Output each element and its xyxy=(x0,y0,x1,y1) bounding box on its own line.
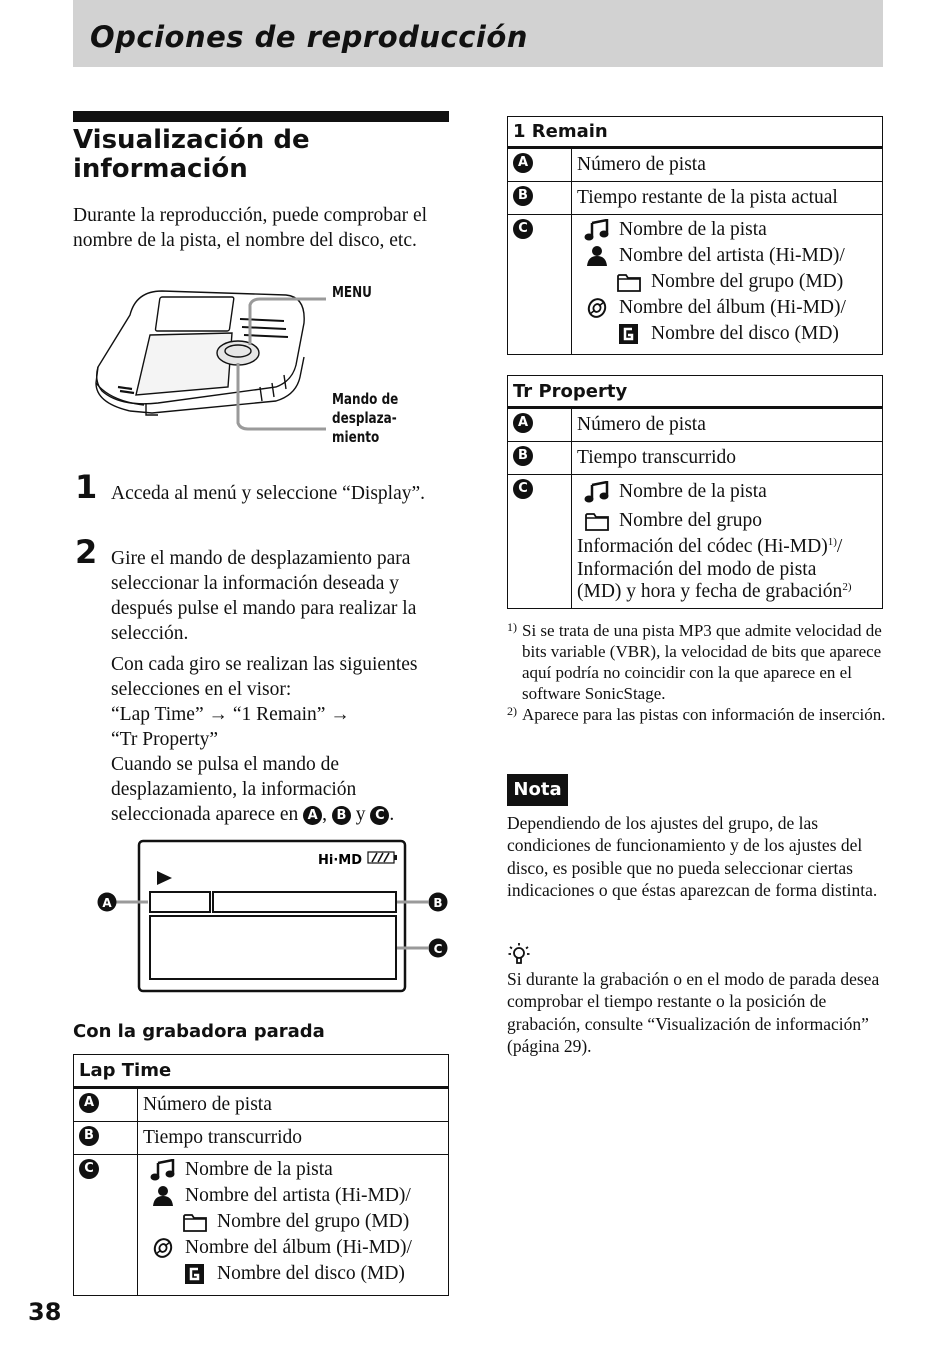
row-key xyxy=(508,409,572,441)
page-header-title: Opciones de reproducción xyxy=(90,20,528,54)
music-note-icon xyxy=(150,1159,176,1181)
codec-info-slash: / xyxy=(836,536,843,557)
lap-time-table-title: Lap Time xyxy=(74,1055,448,1089)
arrow-right-icon: → xyxy=(330,704,350,725)
album-disc-icon xyxy=(584,297,610,319)
step-2-period: . xyxy=(389,804,395,825)
section-rule xyxy=(73,111,449,122)
tr-property-table-title: Tr Property xyxy=(508,376,882,409)
page-number: 38 xyxy=(28,1298,62,1326)
footnote-ref-1: 1) xyxy=(827,536,837,548)
table-row xyxy=(508,149,882,182)
lcd-hi-md-logo: Hi·MD xyxy=(318,853,363,868)
row-value: Tiempo transcurrido xyxy=(143,1127,303,1148)
step-2-sequence xyxy=(111,702,446,727)
row-value xyxy=(138,1155,448,1295)
marker-a-icon: A xyxy=(303,806,322,825)
footnote-ref-2: 2) xyxy=(842,581,852,593)
folder-icon xyxy=(616,271,642,293)
row-key xyxy=(74,1122,138,1154)
row-key xyxy=(508,182,572,214)
codec-info-block xyxy=(577,535,877,604)
footnote-2 xyxy=(507,704,887,725)
stopped-subheading: Con la grabadora parada xyxy=(73,1021,325,1042)
row-value xyxy=(572,215,882,354)
group-name-label: Nombre del grupo (MD) xyxy=(217,1211,410,1232)
music-note-icon xyxy=(584,219,610,241)
lcd-marker-c: C xyxy=(433,942,443,956)
album-name-line xyxy=(577,295,877,321)
artist-person-icon xyxy=(150,1185,176,1207)
marker-b-icon: B xyxy=(79,1126,99,1146)
lightbulb-icon xyxy=(507,941,531,967)
table-row xyxy=(508,442,882,475)
row-key xyxy=(508,442,572,474)
footnote-1-text: Si se trata de una pista MP3 que admite velocidad de bits variable (VBR), la velocidad de bits que aparece aquí podría no coincidir con la que aparece en el software SonicStage. xyxy=(522,621,882,703)
step-2-and: y xyxy=(355,804,366,825)
step-2-press-label: Cuando se pulsa el mando de desplazamiento, la información seleccionada aparece en xyxy=(111,754,357,825)
table-row xyxy=(74,1089,448,1122)
marker-b-icon: B xyxy=(332,806,351,825)
row-value: Tiempo restante de la pista actual xyxy=(577,187,838,208)
table-row xyxy=(508,182,882,215)
group-name-line xyxy=(577,506,877,535)
group-name-label: Nombre del grupo xyxy=(619,509,762,531)
footnote-2-text: Aparece para las pistas con información de inserción. xyxy=(522,705,886,724)
row-key xyxy=(508,475,572,608)
nota-text: Dependiendo de los ajustes del grupo, de las condiciones de funcionamiento y de los ajustes del disco, es posible que no pueda seleccionar ciertas indicaciones o que éstas aparezcan de forma distinta. xyxy=(507,813,878,900)
lcd-display-diagram xyxy=(90,838,455,998)
tip-text: Si durante la grabación o en el modo de parada desea comprobar el tiempo restante o la posición de grabación, consulte “Visualización de información” (página 29). xyxy=(507,969,880,1056)
music-note-icon xyxy=(584,481,610,503)
album-disc-icon xyxy=(150,1237,176,1259)
intro-text: Durante la reproducción, puede comprobar el nombre de la pista, el nombre del disco, etc. xyxy=(73,205,428,251)
marker-a-icon: A xyxy=(79,1093,99,1113)
seq-tr-property: “Tr Property” xyxy=(111,729,219,750)
remain-table xyxy=(507,116,883,355)
step-2-number: 2 xyxy=(75,533,98,571)
group-name-label: Nombre del grupo (MD) xyxy=(651,271,844,292)
seq-lap-time: “Lap Time” xyxy=(111,704,204,725)
artist-name-label: Nombre del artista (Hi-MD)/ xyxy=(185,1185,411,1206)
jog-callout-line-1: Mando de xyxy=(332,390,399,408)
step-2-separator: , xyxy=(322,804,328,825)
seq-remain: “1 Remain” xyxy=(232,704,326,725)
menu-callout: MENU xyxy=(332,283,372,301)
table-row xyxy=(508,475,882,608)
recorder-illustration xyxy=(90,283,330,443)
codec-info-label-3: (MD) y hora y fecha de grabación xyxy=(577,581,843,602)
folder-icon xyxy=(584,510,610,532)
footnote-1-mark: 1) xyxy=(507,620,517,634)
arrow-right-icon: → xyxy=(208,704,228,725)
track-name-line xyxy=(577,477,877,506)
footnote-2-mark: 2) xyxy=(507,704,517,718)
disc-name-label: Nombre del disco (MD) xyxy=(651,323,839,344)
lcd-marker-b: B xyxy=(433,896,443,910)
codec-info-line-3 xyxy=(577,581,877,604)
codec-info-label: Información del códec (Hi-MD) xyxy=(577,536,828,557)
tr-property-table xyxy=(507,375,883,609)
disc-name-label: Nombre del disco (MD) xyxy=(217,1263,405,1284)
folder-icon xyxy=(182,1211,208,1233)
codec-info-line-1 xyxy=(577,536,877,559)
lap-time-table xyxy=(73,1054,449,1296)
header-banner xyxy=(73,0,883,67)
group-name-line xyxy=(577,269,877,295)
row-key xyxy=(74,1155,138,1295)
marker-c-icon: C xyxy=(79,1159,99,1179)
disc-name-line xyxy=(577,321,877,347)
lcd-marker-a: A xyxy=(102,896,112,910)
step-2-text: Gire el mando de desplazamiento para seleccionar la información deseada y después pulse el mando para realizar la selección. xyxy=(111,548,417,644)
marker-b-icon: B xyxy=(513,446,533,466)
marker-c-icon: C xyxy=(370,806,389,825)
row-value xyxy=(572,475,882,608)
table-row xyxy=(74,1122,448,1155)
artist-name-line xyxy=(143,1183,443,1209)
jog-callout xyxy=(332,390,398,447)
artist-name-line xyxy=(577,243,877,269)
disc-name-line xyxy=(143,1261,443,1287)
minidisc-icon xyxy=(616,323,642,345)
artist-person-icon xyxy=(584,245,610,267)
step-2-cycle-intro: Con cada giro se realizan las siguientes selecciones en el visor: xyxy=(111,654,418,700)
row-key xyxy=(508,215,572,354)
section-title: Visualización de información xyxy=(73,125,310,184)
group-name-line xyxy=(143,1209,443,1235)
row-key xyxy=(508,149,572,181)
marker-c-icon: C xyxy=(513,219,533,239)
step-2-press-text xyxy=(111,752,446,827)
jog-callout-line-2: desplaza- xyxy=(332,409,397,427)
minidisc-icon xyxy=(182,1263,208,1285)
row-value: Tiempo transcurrido xyxy=(577,447,737,468)
nota-badge: Nota xyxy=(507,774,568,806)
row-value: Número de pista xyxy=(577,414,706,435)
row-value: Número de pista xyxy=(577,154,706,175)
album-name-line xyxy=(143,1235,443,1261)
album-name-label: Nombre del álbum (Hi-MD)/ xyxy=(619,297,846,318)
track-name-line xyxy=(143,1157,443,1183)
table-row xyxy=(508,409,882,442)
step-2-details xyxy=(111,652,446,827)
marker-a-icon: A xyxy=(513,413,533,433)
table-row xyxy=(74,1155,448,1295)
remain-table-title: 1 Remain xyxy=(508,117,882,149)
track-name-line xyxy=(577,217,877,243)
footnote-1 xyxy=(507,620,887,704)
marker-b-icon: B xyxy=(513,186,533,206)
track-name-label: Nombre de la pista xyxy=(619,219,767,240)
artist-name-label: Nombre del artista (Hi-MD)/ xyxy=(619,245,845,266)
step-1-text: Acceda al menú y seleccione “Display”. xyxy=(111,483,426,504)
battery-icon xyxy=(368,852,397,863)
marker-c-icon: C xyxy=(513,479,533,499)
codec-info-line-2: Información del modo de pista xyxy=(577,558,817,580)
jog-callout-line-3: miento xyxy=(332,428,380,446)
track-name-label: Nombre de la pista xyxy=(619,480,767,502)
table-row xyxy=(508,215,882,354)
album-name-label: Nombre del álbum (Hi-MD)/ xyxy=(185,1237,412,1258)
marker-a-icon: A xyxy=(513,153,533,173)
row-key xyxy=(74,1089,138,1121)
track-name-label: Nombre de la pista xyxy=(185,1159,333,1180)
row-value: Número de pista xyxy=(143,1094,272,1115)
step-1-number: 1 xyxy=(75,468,98,506)
